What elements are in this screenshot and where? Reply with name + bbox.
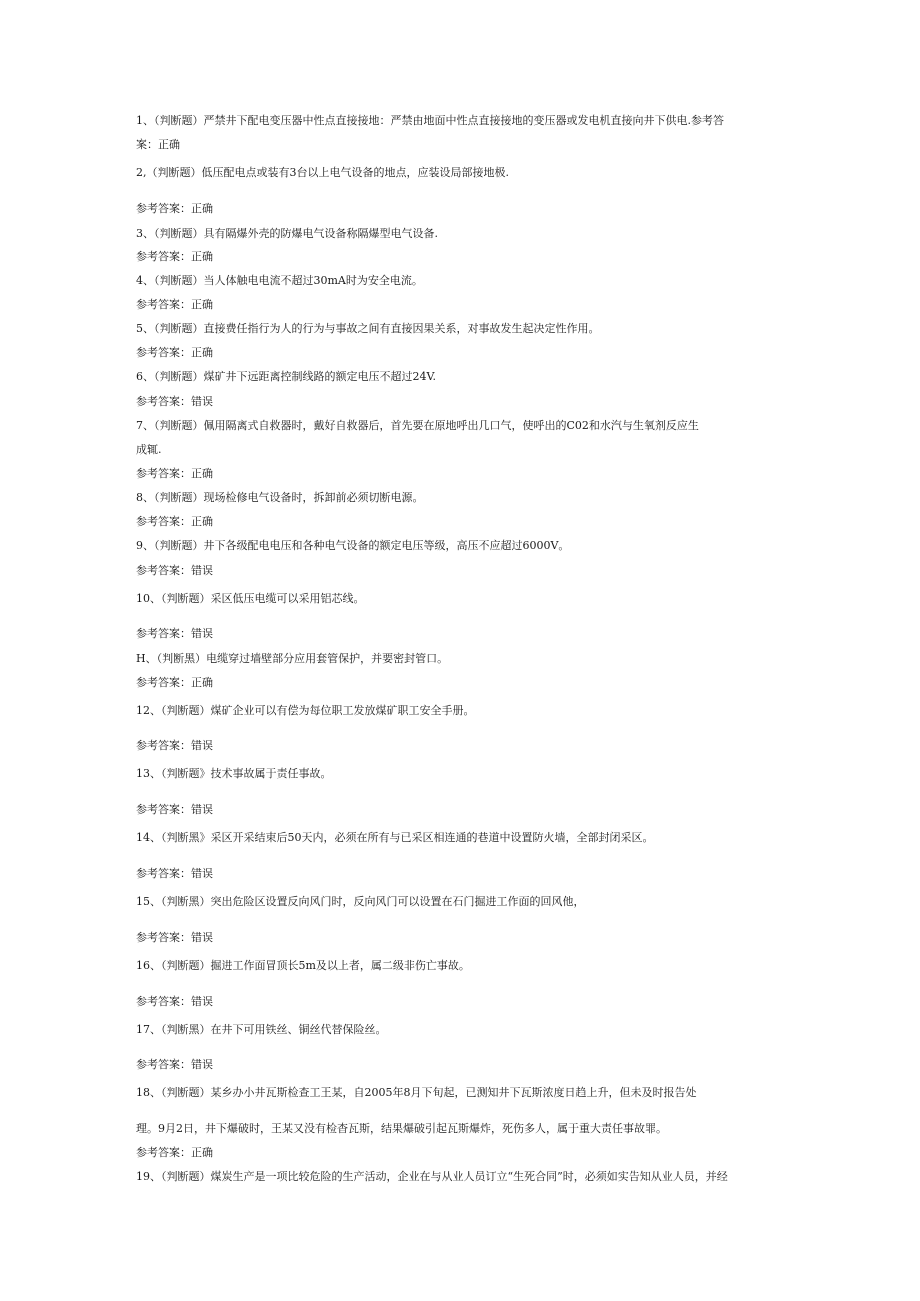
- question-line: 9、（判断题）井下各级配电电压和各种电气设备的额定电压等级，高压不应超过6000V。: [136, 539, 570, 552]
- answer-line: 参考答案：正确: [136, 346, 213, 359]
- question-line: 14、（判断黑》采区开采结束后50天内，必须在所有与已采区相连通的巷道中设置防火墙，全部封闭采区。: [136, 831, 654, 844]
- answer-line: 参考答案：错误: [136, 931, 213, 944]
- answer-line: 参考答案：错误: [136, 564, 213, 577]
- answer-line: 参考答案：正确: [136, 202, 213, 215]
- question-line: 19、（判断题）煤炭生产是一项比较危险的生产活动，企业在与从业人员订立“生死合同”时，必须如实告知从业人员，并经: [136, 1170, 728, 1183]
- answer-line: 参考答案：正确: [136, 676, 213, 689]
- question-line: 案：正确: [136, 138, 180, 151]
- answer-line: 参考答案：错误: [136, 627, 213, 640]
- question-line: 13、（判断题》技术事故属于责任事故。: [136, 767, 332, 780]
- answer-line: 参考答案：错误: [136, 995, 213, 1008]
- answer-line: 参考答案：正确: [136, 1146, 213, 1159]
- question-line: 5、（判断题）直接费任指行为人的行为与事故之间有直接因果关系，对事故发生起决定性作用。: [136, 322, 600, 335]
- answer-line: 参考答案：错误: [136, 395, 213, 408]
- answer-line: 参考答案：错误: [136, 803, 213, 816]
- answer-line: 参考答案：正确: [136, 467, 213, 480]
- question-line: H、（判断黑）电缆穿过墙壁部分应用套管保护，并要密封管口。: [136, 652, 449, 665]
- answer-line: 参考答案：正确: [136, 250, 213, 263]
- question-line: 10、（判断题）采区低压电缆可以采用铝芯线。: [136, 592, 365, 605]
- question-line: 17、（判断黑）在井下可用铁丝、铜丝代替保险丝。: [136, 1023, 387, 1036]
- answer-line: 参考答案：错误: [136, 739, 213, 752]
- question-line: 7、（判断题）佩用隔离式自救器时，戴好自救器后，首先要在原地呼出几口气，使呼出的C02和水汽与生氧剂反应生: [136, 419, 699, 432]
- question-line: 15、（判断黑）突出危险区设置反向风门时，反向风门可以设置在石门掘进工作面的回风他，: [136, 895, 585, 908]
- question-line: 12、（判断题）煤矿企业可以有偿为每位职工发放煤矿职工安全手册。: [136, 704, 475, 717]
- question-line: 理。9月2日，井下爆破时，王某又没有检杳瓦斯，结果爆破引起瓦斯爆炸，死伤多人，属于重大责任事故罪。: [136, 1122, 667, 1135]
- question-line: 4、（判断题）当人体触电电流不超过30mA时为安全电流。: [136, 274, 423, 287]
- answer-line: 参考答案：正确: [136, 298, 213, 311]
- answer-line: 参考答案：错误: [136, 867, 213, 880]
- question-line: 3、（判断题）具有隔爆外壳的防爆电气设备称隔爆型电气设备.: [136, 227, 438, 240]
- question-line: 成辄.: [136, 443, 162, 456]
- question-line: 18、（判断题）某乡办小井瓦斯检查工王某，自2005年8月下旬起，已测知井下瓦斯浓度日趋上升，但未及时报告处: [136, 1086, 697, 1099]
- question-line: 6、（判断题）煤矿井下远距离控制线路的额定电压不超过24V.: [136, 370, 437, 383]
- answer-line: 参考答案：错误: [136, 1058, 213, 1071]
- answer-line: 参考答案：正确: [136, 515, 213, 528]
- question-line: 1、（判断题）严禁井下配电变压器中性点直接接地：严禁由地面中性点直接接地的变压器或发电机直接向井下供电.参考答: [136, 114, 724, 127]
- question-line: 8、（判断题）现场检修电气设备时，拆卸前必须切断电源。: [136, 491, 424, 504]
- question-line: 2,（判断题）低压配电点或装有3台以上电气设备的地点，应装设局部接地极.: [136, 166, 509, 179]
- question-line: 16、（判断题）掘进工作面冒顶长5m及以上者，属二级非伤亡事故。: [136, 959, 470, 972]
